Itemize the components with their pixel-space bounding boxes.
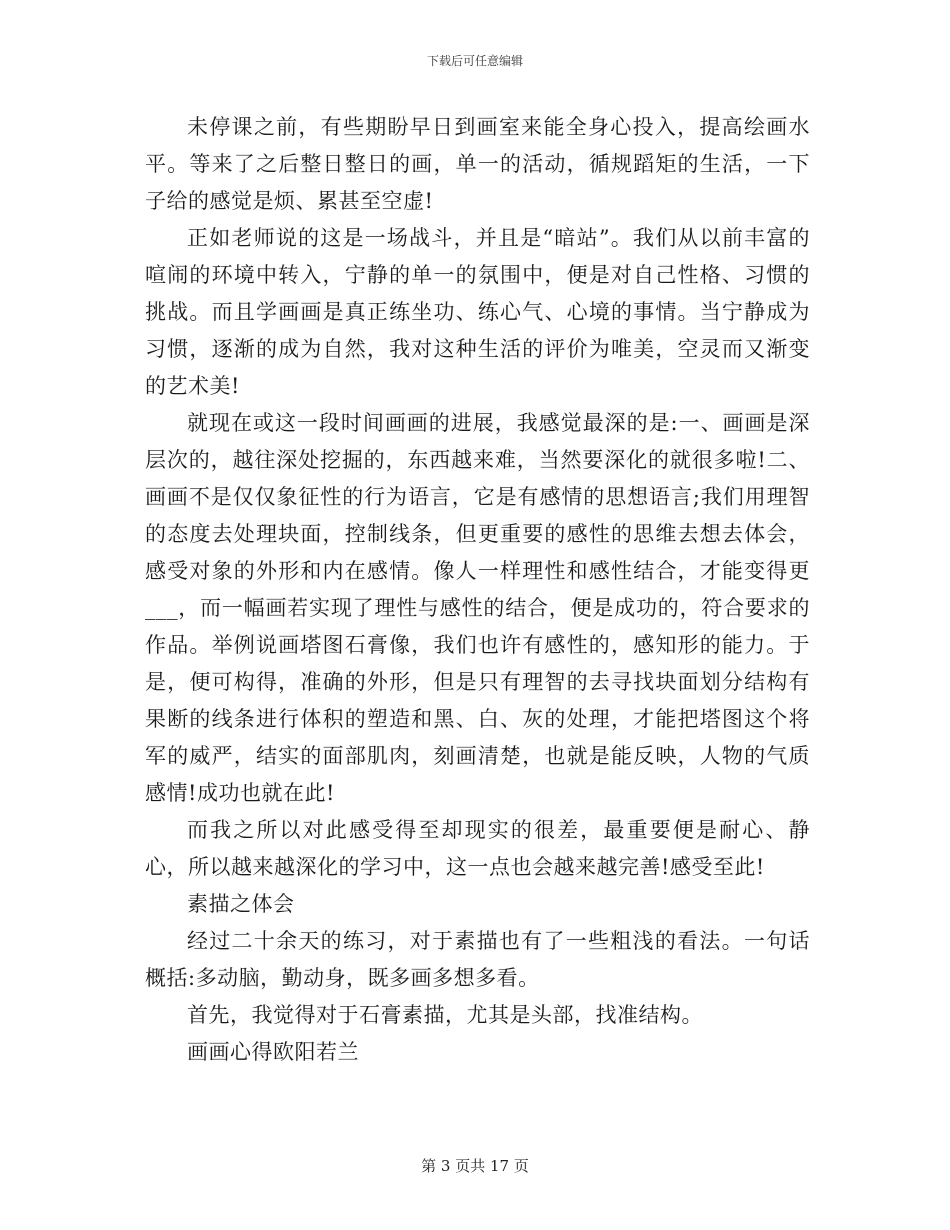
paragraph: 经过二十余天的练习，对于素描也有了一些粗浅的看法。一句话概括:多动脑，勤动身，既多画多想多看。 <box>145 929 810 990</box>
paragraph: 就现在或这一段时间画画的进展，我感觉最深的是:一、画画是深层次的，越往深处挖掘的，东西越来难，当然要深化的就很多啦!二、画画不是仅仅象征性的行为语言，它是有感情的思想语言;我们用理智的态度去处理块面，控制线条，但更重要的感性的思维去想去体会，感受对象的外形和内在感情。像人一样理性和感性结合，才能变得更___，而一幅画若实现了理性与感性的结合，便是成功的，符合要求的作品。举例说画塔图石膏像，我们也许有感性的，感知形的能力。于是，便可构得，准确的外形，但是只有理智的去寻找块面划分结构有果断的线条进行体积的塑造和黑、白、灰的处理，才能把塔图这个将军的威严，结实的面部肌肉，刻画清楚，也就是能反映，人物的气质感情!成功也就在此! <box>145 411 810 805</box>
paragraph: 未停课之前，有些期盼早日到画室来能全身心投入，提高绘画水平。等来了之后整日整日的画，单一的活动，循规蹈矩的生活，一下子给的感觉是烦、累甚至空虚! <box>145 115 810 213</box>
section-heading: 素描之体会 <box>187 892 295 916</box>
section-heading: 画画心得欧阳若兰 <box>187 1040 359 1064</box>
paragraph: 正如老师说的这是一场战斗，并且是“暗站”。我们从以前丰富的喧闹的环境中转入，宁静的单一的氛围中，便是对自己性格、习惯的挑战。而且学画画是真正练坐功、练心气、心境的事情。当宁静成为习惯，逐渐的成为自然，我对这种生活的评价为唯美，空灵而又渐变的艺术美! <box>145 226 810 398</box>
paragraph: 而我之所以对此感受得至却现实的很差，最重要便是耐心、静心，所以越来越深化的学习中，这一点也会越来越完善!感受至此! <box>145 818 810 879</box>
document-body <box>145 109 810 1071</box>
page-number: 第 3 页共 17 页 <box>421 1157 529 1175</box>
paragraph: 首先，我觉得对于石膏素描，尤其是头部，找准结构。 <box>187 1003 703 1027</box>
page-header: 下载后可任意编辑 <box>426 54 523 68</box>
